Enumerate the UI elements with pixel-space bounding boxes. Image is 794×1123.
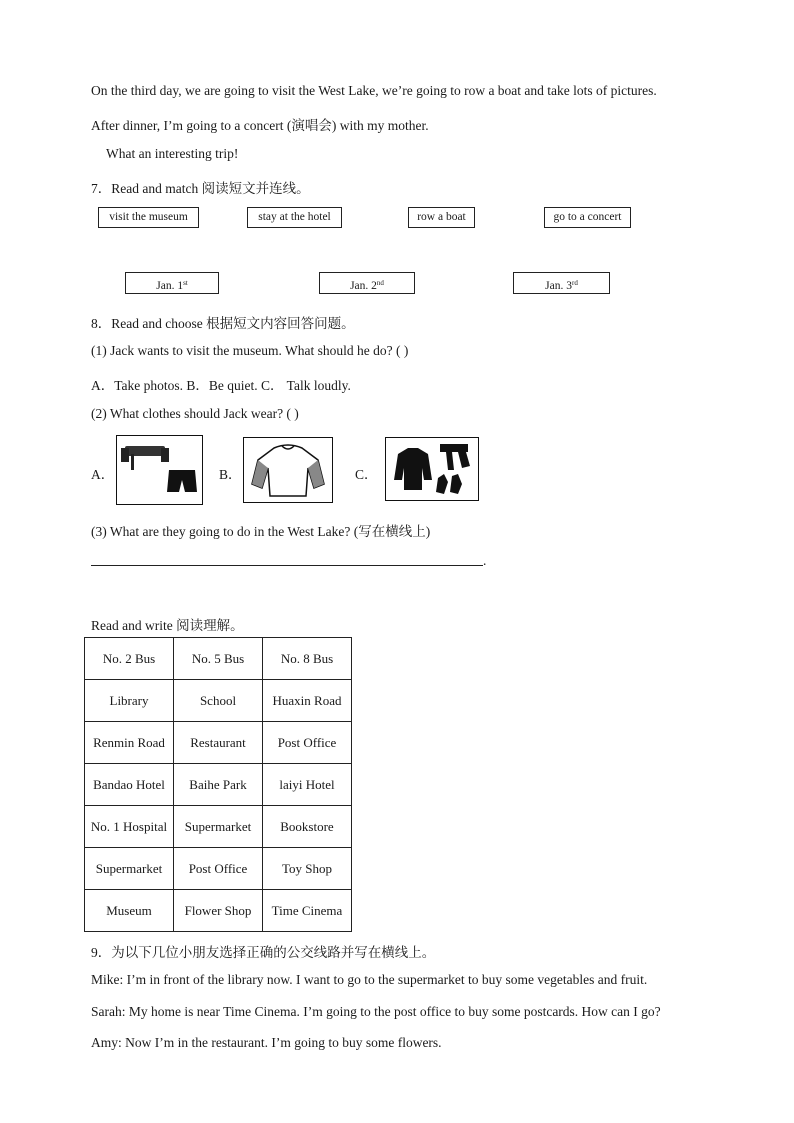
table-cell: Supermarket [85,848,174,890]
q8-question-1: (1) Jack wants to visit the museum. What should he do? ( ) [91,343,409,358]
answer-blank-line[interactable] [91,565,483,566]
table-row [85,848,352,890]
table-cell: Post Office [263,722,352,764]
table-cell: Time Cinema [263,890,352,932]
table-row [85,680,352,722]
table-cell: Post Office [174,848,263,890]
q8-question-3: (3) What are they going to do in the West Lake? (写在横线上) [91,524,431,539]
activity-row-boat: row a boat [408,207,475,228]
option-b-label: B． [219,467,242,482]
passage-line-3: What an interesting trip! [106,146,239,161]
table-cell: Renmin Road [85,722,174,764]
q9-amy: Amy: Now I’m in the restaurant. I’m going to buy some flowers. [91,1035,442,1050]
activity-visit-museum: visit the museum [98,207,199,228]
q9-heading: 9．为以下几位小朋友选择正确的公交线路并写在横线上。 [91,945,436,960]
q8-question-2: (2) What clothes should Jack wear? ( ) [91,406,299,421]
activity-stay-hotel: stay at the hotel [247,207,342,228]
table-cell: laiyi Hotel [263,764,352,806]
table-row [85,638,352,680]
bus-route-table [84,637,352,932]
date-jan-1: Jan. 1st [125,272,219,294]
table-header-cell: No. 8 Bus [263,638,352,680]
tshirt-shorts-icon [117,436,202,504]
table-cell: No. 1 Hospital [85,806,174,848]
table-cell: Flower Shop [174,890,263,932]
table-row [85,722,352,764]
table-header-cell: No. 5 Bus [174,638,263,680]
winter-clothes-image [385,437,479,501]
table-cell: School [174,680,263,722]
q7-heading: 7．Read and match 阅读短文并连线。 [91,181,310,196]
table-cell: Huaxin Road [263,680,352,722]
table-row [85,806,352,848]
table-cell: Supermarket [174,806,263,848]
passage-line-1: On the third day, we are going to visit the West Lake, we’re going to row a boat and take lots of pictures. [91,83,657,98]
reading-heading: Read and write 阅读理解。 [91,618,244,633]
table-cell: Bookstore [263,806,352,848]
sweater-icon [244,438,332,502]
q8-question-1-options: A．Take photos. B．Be quiet. C． Talk loudly. [91,378,351,393]
q9-mike: Mike: I’m in front of the library now. I want to go to the supermarket to buy some vegetables and fruit. [91,972,648,987]
q8-heading: 8．Read and choose 根据短文内容回答问题。 [91,316,355,331]
answer-line-period: . [483,553,487,568]
q9-sarah: Sarah: My home is near Time Cinema. I’m going to the post office to buy some postcards. How can I go? [91,1004,661,1019]
coat-gloves-icon [386,438,478,500]
option-c-label: C． [355,467,378,482]
summer-clothes-image [116,435,203,505]
table-cell: Library [85,680,174,722]
sweater-image [243,437,333,503]
table-row [85,764,352,806]
date-jan-3: Jan. 3rd [513,272,610,294]
table-cell: Toy Shop [263,848,352,890]
table-cell: Baihe Park [174,764,263,806]
activity-go-concert: go to a concert [544,207,631,228]
table-header-cell: No. 2 Bus [85,638,174,680]
table-cell: Bandao Hotel [85,764,174,806]
option-a-label: A． [91,467,115,482]
date-jan-2: Jan. 2nd [319,272,415,294]
table-cell: Museum [85,890,174,932]
passage-line-2: After dinner, I’m going to a concert (演唱会) with my mother. [91,118,429,133]
table-cell: Restaurant [174,722,263,764]
table-row [85,890,352,932]
